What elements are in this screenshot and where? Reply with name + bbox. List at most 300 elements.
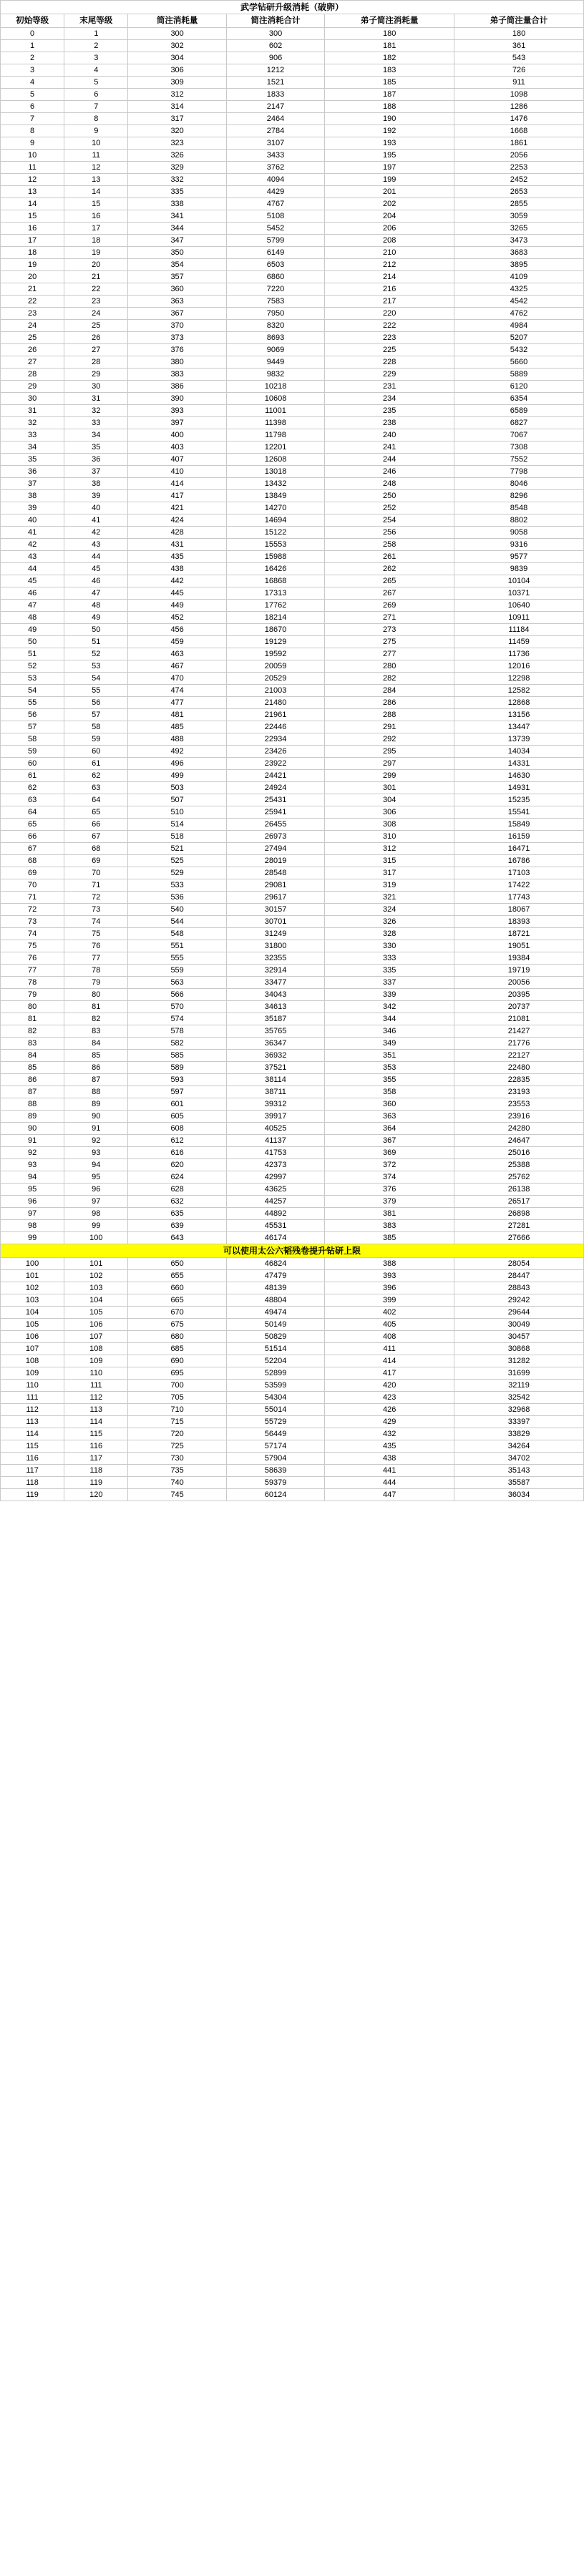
cell-start-level: 75 (1, 940, 64, 952)
table-row (1, 928, 584, 940)
cell-cost: 314 (128, 101, 226, 113)
cell-end-level: 70 (64, 867, 128, 879)
table-row (1, 223, 584, 235)
cell-end-level: 49 (64, 612, 128, 624)
cell-cost: 585 (128, 1050, 226, 1062)
cell-disciple-total: 21081 (454, 1013, 584, 1025)
cell-disciple-total: 12298 (454, 673, 584, 685)
cell-disciple-total: 25762 (454, 1171, 584, 1184)
cell-disciple-total: 30868 (454, 1343, 584, 1355)
cell-disciple-cost: 423 (325, 1392, 454, 1404)
cell-disciple-cost: 229 (325, 369, 454, 381)
table-row (1, 746, 584, 758)
cell-start-level: 24 (1, 320, 64, 332)
cell-start-level: 114 (1, 1428, 64, 1440)
cell-start-level: 57 (1, 721, 64, 733)
cell-start-level: 13 (1, 186, 64, 198)
column-header-cost: 简注消耗量 (128, 14, 226, 28)
cell-disciple-total: 29242 (454, 1294, 584, 1307)
table-row (1, 977, 584, 989)
cell-start-level: 30 (1, 393, 64, 405)
cell-start-level: 71 (1, 892, 64, 904)
table-row (1, 770, 584, 782)
cell-start-level: 108 (1, 1355, 64, 1367)
table-row (1, 1343, 584, 1355)
cell-disciple-cost: 231 (325, 381, 454, 393)
cell-end-level: 52 (64, 648, 128, 660)
table-row (1, 989, 584, 1001)
cell-disciple-total: 12582 (454, 685, 584, 697)
cell-cost: 326 (128, 150, 226, 162)
cell-cost-total: 30157 (226, 904, 324, 916)
cell-end-level: 91 (64, 1123, 128, 1135)
cell-end-level: 33 (64, 417, 128, 429)
cell-disciple-cost: 216 (325, 283, 454, 296)
cell-disciple-cost: 183 (325, 64, 454, 77)
cell-cost-total: 7950 (226, 308, 324, 320)
cell-start-level: 104 (1, 1307, 64, 1319)
cell-disciple-total: 6120 (454, 381, 584, 393)
cell-disciple-cost: 306 (325, 806, 454, 819)
cell-cost-total: 24421 (226, 770, 324, 782)
cell-disciple-total: 7798 (454, 466, 584, 478)
cell-cost-total: 9069 (226, 344, 324, 356)
cell-start-level: 22 (1, 296, 64, 308)
cell-disciple-cost: 275 (325, 636, 454, 648)
cell-disciple-total: 13739 (454, 733, 584, 746)
cell-disciple-cost: 297 (325, 758, 454, 770)
cell-end-level: 28 (64, 356, 128, 369)
cell-end-level: 114 (64, 1416, 128, 1428)
cell-end-level: 48 (64, 600, 128, 612)
table-row (1, 1147, 584, 1159)
cell-start-level: 93 (1, 1159, 64, 1171)
cell-start-level: 6 (1, 101, 64, 113)
cell-start-level: 40 (1, 514, 64, 527)
cell-disciple-cost: 280 (325, 660, 454, 673)
cell-start-level: 27 (1, 356, 64, 369)
cell-disciple-cost: 344 (325, 1013, 454, 1025)
cell-end-level: 86 (64, 1062, 128, 1074)
cell-disciple-total: 33397 (454, 1416, 584, 1428)
cell-disciple-cost: 339 (325, 989, 454, 1001)
cell-cost-total: 27494 (226, 843, 324, 855)
cell-cost-total: 56449 (226, 1428, 324, 1440)
cell-disciple-total: 14630 (454, 770, 584, 782)
table-row (1, 1232, 584, 1244)
cell-start-level: 115 (1, 1440, 64, 1453)
cell-end-level: 8 (64, 113, 128, 125)
cell-disciple-total: 32119 (454, 1380, 584, 1392)
cell-disciple-cost: 261 (325, 551, 454, 563)
cell-cost-total: 10218 (226, 381, 324, 393)
cell-start-level: 44 (1, 563, 64, 575)
cell-cost-total: 25431 (226, 794, 324, 806)
table-row (1, 697, 584, 709)
table-row (1, 1258, 584, 1270)
cell-disciple-cost: 417 (325, 1367, 454, 1380)
cell-cost: 302 (128, 40, 226, 52)
table-row (1, 502, 584, 514)
cell-cost: 363 (128, 296, 226, 308)
cell-start-level: 89 (1, 1111, 64, 1123)
cell-disciple-cost: 190 (325, 113, 454, 125)
cell-start-level: 91 (1, 1135, 64, 1147)
cell-start-level: 94 (1, 1171, 64, 1184)
cell-cost-total: 46174 (226, 1232, 324, 1244)
cell-start-level: 62 (1, 782, 64, 794)
cell-cost: 620 (128, 1159, 226, 1171)
cell-start-level: 65 (1, 819, 64, 831)
cell-cost-total: 40525 (226, 1123, 324, 1135)
cell-start-level: 1 (1, 40, 64, 52)
cell-disciple-cost: 181 (325, 40, 454, 52)
cell-cost-total: 19129 (226, 636, 324, 648)
table-row (1, 1220, 584, 1232)
cell-end-level: 35 (64, 441, 128, 454)
cell-disciple-cost: 385 (325, 1232, 454, 1244)
cell-cost: 474 (128, 685, 226, 697)
cell-cost: 705 (128, 1392, 226, 1404)
cell-end-level: 61 (64, 758, 128, 770)
cell-start-level: 96 (1, 1196, 64, 1208)
page-title: 武学钻研升级消耗（破卵） (1, 1, 584, 14)
cell-disciple-total: 19719 (454, 965, 584, 977)
cell-cost-total: 17313 (226, 587, 324, 600)
cell-start-level: 48 (1, 612, 64, 624)
cell-end-level: 17 (64, 223, 128, 235)
cell-start-level: 90 (1, 1123, 64, 1135)
cell-end-level: 79 (64, 977, 128, 989)
cell-end-level: 26 (64, 332, 128, 344)
cell-disciple-cost: 308 (325, 819, 454, 831)
cell-end-level: 118 (64, 1465, 128, 1477)
table-row (1, 952, 584, 965)
cell-disciple-total: 17743 (454, 892, 584, 904)
table-row (1, 1294, 584, 1307)
cell-disciple-cost: 304 (325, 794, 454, 806)
cell-disciple-total: 5889 (454, 369, 584, 381)
cell-cost-total: 14694 (226, 514, 324, 527)
cell-end-level: 99 (64, 1220, 128, 1232)
cell-cost: 410 (128, 466, 226, 478)
cell-end-level: 83 (64, 1025, 128, 1038)
cell-disciple-total: 11459 (454, 636, 584, 648)
cell-disciple-cost: 214 (325, 271, 454, 283)
cell-end-level: 34 (64, 429, 128, 441)
table-row (1, 478, 584, 490)
cell-disciple-total: 18067 (454, 904, 584, 916)
cell-end-level: 3 (64, 52, 128, 64)
cell-start-level: 101 (1, 1270, 64, 1282)
cell-disciple-total: 6354 (454, 393, 584, 405)
cell-disciple-total: 27666 (454, 1232, 584, 1244)
cell-end-level: 16 (64, 210, 128, 223)
cell-disciple-total: 1861 (454, 137, 584, 150)
cell-disciple-cost: 201 (325, 186, 454, 198)
cell-disciple-cost: 269 (325, 600, 454, 612)
cell-disciple-total: 4762 (454, 308, 584, 320)
cell-start-level: 25 (1, 332, 64, 344)
cell-cost-total: 29081 (226, 879, 324, 892)
cell-cost-total: 26973 (226, 831, 324, 843)
table-row (1, 648, 584, 660)
cell-disciple-total: 9316 (454, 539, 584, 551)
cell-disciple-cost: 182 (325, 52, 454, 64)
cell-disciple-cost: 429 (325, 1416, 454, 1428)
table-row (1, 1355, 584, 1367)
cell-disciple-cost: 271 (325, 612, 454, 624)
cell-cost: 735 (128, 1465, 226, 1477)
cell-disciple-cost: 295 (325, 746, 454, 758)
cell-end-level: 5 (64, 77, 128, 89)
cell-end-level: 107 (64, 1331, 128, 1343)
cell-start-level: 72 (1, 904, 64, 916)
cell-cost: 435 (128, 551, 226, 563)
cell-cost: 503 (128, 782, 226, 794)
cell-cost-total: 15988 (226, 551, 324, 563)
cell-cost-total: 17762 (226, 600, 324, 612)
cell-start-level: 111 (1, 1392, 64, 1404)
cell-start-level: 19 (1, 259, 64, 271)
cell-cost-total: 42373 (226, 1159, 324, 1171)
cell-start-level: 42 (1, 539, 64, 551)
cell-cost-total: 32914 (226, 965, 324, 977)
cell-cost: 650 (128, 1258, 226, 1270)
cell-cost: 675 (128, 1319, 226, 1331)
cell-cost: 570 (128, 1001, 226, 1013)
cell-cost-total: 300 (226, 28, 324, 40)
cell-end-level: 47 (64, 587, 128, 600)
cell-cost-total: 34613 (226, 1001, 324, 1013)
cell-start-level: 4 (1, 77, 64, 89)
table-row (1, 892, 584, 904)
cell-cost: 601 (128, 1098, 226, 1111)
cell-start-level: 26 (1, 344, 64, 356)
cell-end-level: 57 (64, 709, 128, 721)
cell-start-level: 100 (1, 1258, 64, 1270)
cell-disciple-total: 5432 (454, 344, 584, 356)
table-row (1, 794, 584, 806)
cell-cost-total: 39917 (226, 1111, 324, 1123)
table-row (1, 162, 584, 174)
table-row (1, 1062, 584, 1074)
cell-cost-total: 52204 (226, 1355, 324, 1367)
cell-disciple-total: 28843 (454, 1282, 584, 1294)
table-row (1, 1171, 584, 1184)
cell-cost: 393 (128, 405, 226, 417)
cell-cost-total: 11798 (226, 429, 324, 441)
cell-end-level: 56 (64, 697, 128, 709)
cell-start-level: 73 (1, 916, 64, 928)
cell-disciple-cost: 288 (325, 709, 454, 721)
cell-cost: 608 (128, 1123, 226, 1135)
cell-disciple-cost: 441 (325, 1465, 454, 1477)
cell-disciple-total: 34702 (454, 1453, 584, 1465)
cell-disciple-cost: 342 (325, 1001, 454, 1013)
table-row (1, 831, 584, 843)
cell-disciple-total: 6589 (454, 405, 584, 417)
cell-disciple-cost: 326 (325, 916, 454, 928)
table-row (1, 1319, 584, 1331)
cell-cost-total: 6860 (226, 271, 324, 283)
cell-cost: 360 (128, 283, 226, 296)
cell-start-level: 43 (1, 551, 64, 563)
table-row (1, 1380, 584, 1392)
cell-disciple-total: 29644 (454, 1307, 584, 1319)
cell-cost-total: 6503 (226, 259, 324, 271)
cell-cost: 533 (128, 879, 226, 892)
cell-cost-total: 14270 (226, 502, 324, 514)
table-row (1, 916, 584, 928)
cell-start-level: 41 (1, 527, 64, 539)
cell-disciple-total: 34264 (454, 1440, 584, 1453)
cell-cost: 643 (128, 1232, 226, 1244)
cell-end-level: 18 (64, 235, 128, 247)
cell-end-level: 76 (64, 940, 128, 952)
cell-end-level: 101 (64, 1258, 128, 1270)
cell-cost: 589 (128, 1062, 226, 1074)
cell-disciple-cost: 321 (325, 892, 454, 904)
cell-disciple-cost: 197 (325, 162, 454, 174)
cell-disciple-total: 13447 (454, 721, 584, 733)
cell-disciple-cost: 402 (325, 1307, 454, 1319)
cell-start-level: 70 (1, 879, 64, 892)
cell-disciple-cost: 248 (325, 478, 454, 490)
cell-cost: 639 (128, 1220, 226, 1232)
cell-cost-total: 43625 (226, 1184, 324, 1196)
cell-disciple-cost: 204 (325, 210, 454, 223)
cell-cost-total: 50149 (226, 1319, 324, 1331)
cell-end-level: 10 (64, 137, 128, 150)
table-row (1, 1111, 584, 1123)
cell-cost-total: 7583 (226, 296, 324, 308)
cell-disciple-total: 26898 (454, 1208, 584, 1220)
cell-start-level: 20 (1, 271, 64, 283)
cell-end-level: 38 (64, 478, 128, 490)
cell-end-level: 90 (64, 1111, 128, 1123)
cell-disciple-cost: 234 (325, 393, 454, 405)
column-header-start-level: 初始等级 (1, 14, 64, 28)
cell-disciple-cost: 254 (325, 514, 454, 527)
cell-disciple-total: 1476 (454, 113, 584, 125)
cell-cost: 481 (128, 709, 226, 721)
cell-disciple-cost: 383 (325, 1220, 454, 1232)
table-title-row (1, 1, 584, 14)
table-row (1, 259, 584, 271)
cell-cost-total: 13849 (226, 490, 324, 502)
cell-cost: 510 (128, 806, 226, 819)
cell-disciple-total: 23193 (454, 1086, 584, 1098)
cell-disciple-total: 10911 (454, 612, 584, 624)
table-row (1, 721, 584, 733)
cell-cost-total: 52899 (226, 1367, 324, 1380)
cell-cost: 710 (128, 1404, 226, 1416)
cell-disciple-total: 20395 (454, 989, 584, 1001)
table-row (1, 867, 584, 879)
cell-cost-total: 21961 (226, 709, 324, 721)
cell-cost-total: 19592 (226, 648, 324, 660)
cell-disciple-cost: 420 (325, 1380, 454, 1392)
cell-start-level: 18 (1, 247, 64, 259)
cell-end-level: 84 (64, 1038, 128, 1050)
cell-cost: 514 (128, 819, 226, 831)
cell-start-level: 105 (1, 1319, 64, 1331)
table-row (1, 1392, 584, 1404)
cell-disciple-cost: 447 (325, 1489, 454, 1501)
cell-cost-total: 15122 (226, 527, 324, 539)
cell-cost: 488 (128, 733, 226, 746)
cell-start-level: 50 (1, 636, 64, 648)
cell-end-level: 85 (64, 1050, 128, 1062)
table-row (1, 369, 584, 381)
cell-disciple-cost: 292 (325, 733, 454, 746)
cell-disciple-cost: 358 (325, 1086, 454, 1098)
cell-cost-total: 10608 (226, 393, 324, 405)
cell-cost-total: 35187 (226, 1013, 324, 1025)
table-row (1, 624, 584, 636)
cell-end-level: 29 (64, 369, 128, 381)
cell-cost-total: 12201 (226, 441, 324, 454)
cell-cost-total: 5108 (226, 210, 324, 223)
cell-cost-total: 7220 (226, 283, 324, 296)
cell-disciple-total: 3059 (454, 210, 584, 223)
table-header-row (1, 14, 584, 28)
cell-disciple-total: 361 (454, 40, 584, 52)
cell-cost: 341 (128, 210, 226, 223)
cell-end-level: 80 (64, 989, 128, 1001)
cell-cost-total: 15553 (226, 539, 324, 551)
cell-end-level: 23 (64, 296, 128, 308)
cell-disciple-total: 19384 (454, 952, 584, 965)
cell-cost: 720 (128, 1428, 226, 1440)
cell-cost: 593 (128, 1074, 226, 1086)
cell-disciple-total: 15541 (454, 806, 584, 819)
cell-cost: 635 (128, 1208, 226, 1220)
cell-cost: 373 (128, 332, 226, 344)
cell-disciple-total: 25016 (454, 1147, 584, 1159)
cell-disciple-total: 2253 (454, 162, 584, 174)
cell-end-level: 30 (64, 381, 128, 393)
cell-cost: 386 (128, 381, 226, 393)
column-header-disciple-cost: 弟子简注消耗量 (325, 14, 454, 28)
cell-cost-total: 54304 (226, 1392, 324, 1404)
cell-cost: 660 (128, 1282, 226, 1294)
cell-end-level: 59 (64, 733, 128, 746)
cell-end-level: 32 (64, 405, 128, 417)
cell-cost-total: 1833 (226, 89, 324, 101)
table-row (1, 247, 584, 259)
cell-cost-total: 4094 (226, 174, 324, 186)
cell-start-level: 85 (1, 1062, 64, 1074)
cell-start-level: 15 (1, 210, 64, 223)
cell-disciple-cost: 414 (325, 1355, 454, 1367)
cell-disciple-total: 12016 (454, 660, 584, 673)
cell-cost: 456 (128, 624, 226, 636)
cell-end-level: 46 (64, 575, 128, 587)
cell-disciple-cost: 315 (325, 855, 454, 867)
cell-cost-total: 55014 (226, 1404, 324, 1416)
table-row (1, 429, 584, 441)
cell-disciple-cost: 369 (325, 1147, 454, 1159)
table-row (1, 1440, 584, 1453)
cell-start-level: 117 (1, 1465, 64, 1477)
cell-end-level: 43 (64, 539, 128, 551)
cell-cost-total: 16426 (226, 563, 324, 575)
cell-end-level: 44 (64, 551, 128, 563)
cell-start-level: 29 (1, 381, 64, 393)
cell-end-level: 37 (64, 466, 128, 478)
